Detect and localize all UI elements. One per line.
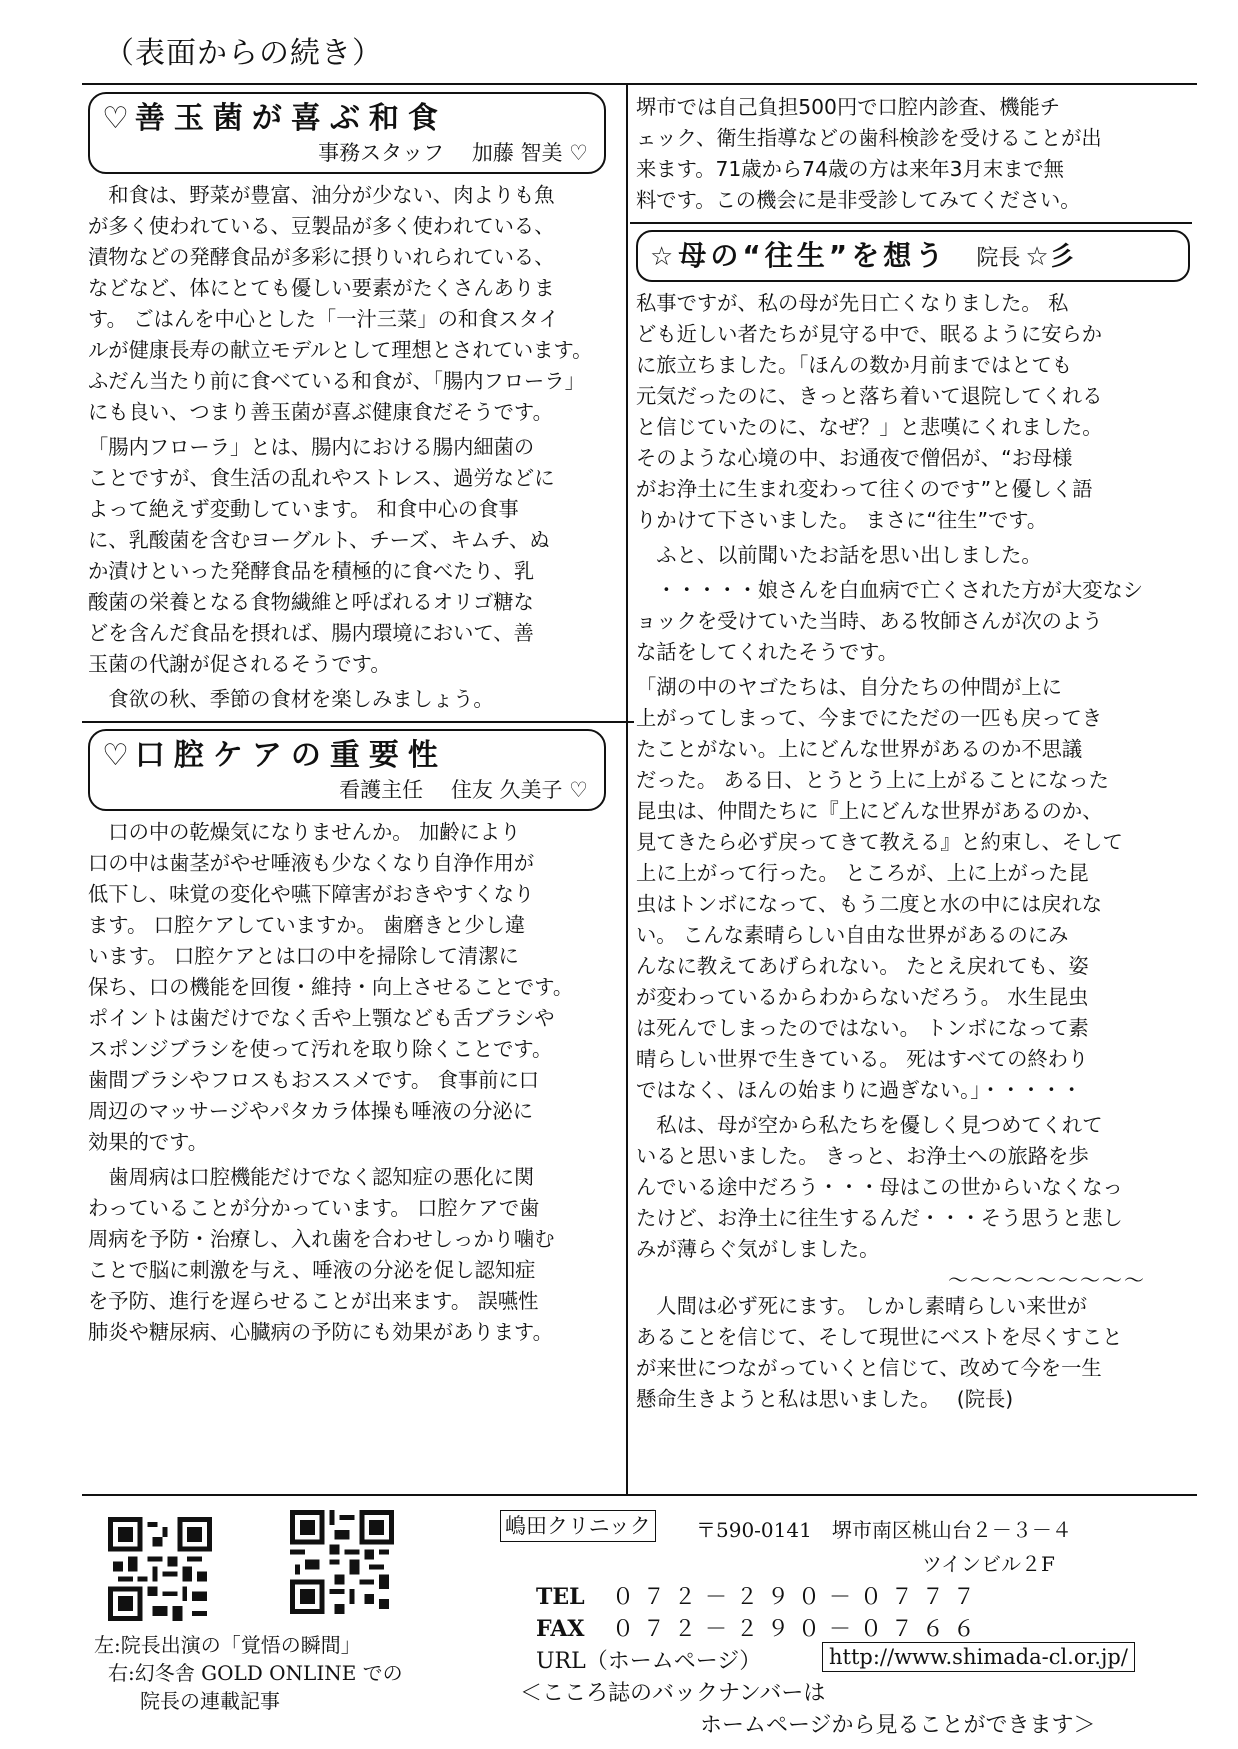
backnumber-note: ＜こころ誌のバックナンバーは bbox=[520, 1681, 826, 1706]
left-column bbox=[88, 92, 618, 1352]
fax-label: FAX bbox=[536, 1616, 585, 1642]
right-column bbox=[636, 92, 1176, 1419]
article-title-oral-care: ♡ 口腔ケアの重要性 bbox=[102, 738, 447, 773]
page-header: （表面からの続き） bbox=[104, 36, 383, 71]
tel-label: TEL bbox=[536, 1584, 585, 1610]
article-title-box-oral-care bbox=[88, 729, 606, 811]
paragraph: 私事ですが、私の母が先日亡くなりました。 私 ども近しい者たちが見守る中で、眠るように安らか に旅立ちました。「ほんの数か月前まではとても 元気だったのに、きっと落ち着いて退院してくれる と信じていたのに、なぜ？」と悲嘆にくれました。 そのような心境の中、お通夜で僧侶が、“お母様 がお浄土に生まれ変わって往くのです”と優しく語 りかけて下さいました。 まさに“往生”です。 bbox=[636, 291, 1103, 532]
closing-paragraph: 人間は必ず死にます。 しかし素晴らしい来世が あることを信じて、そして現世にベストを尽くすこと が来世につながっていくと信じて、改めて今を一生 懸命生きようと私は思いました。 (院長) bbox=[636, 1294, 1123, 1411]
backnumber-note-continued: ホームページから見ることができます＞ bbox=[700, 1713, 1096, 1738]
paragraph: ・・・・・娘さんを白血病で亡くされた方が大変なシ ョックを受けていた当時、ある牧師さんが次のよう な話をしてくれたそうです。 bbox=[636, 578, 1144, 664]
bottom-rule bbox=[82, 1494, 1197, 1496]
url-label: URL（ホームページ） bbox=[536, 1649, 762, 1674]
top-rule bbox=[82, 83, 1197, 85]
paragraph: 和食は、野菜が豊富、油分が少ない、肉よりも魚 が多く使われている、豆製品が多く使われている、 漬物などの発酵食品が多彩に摂りいれられている、 などなど、体にとても優しい要素がたくさんありま す。 ごはんを中心とした「一汁三菜」の和食スタイ ルが健康長寿の献立モデルとして理想とされています。 ふだん当たり前に食べている和食が、「腸内フローラ」 にも良い、つまり善玉菌が喜ぶ健康食だそうです。 bbox=[88, 183, 593, 424]
paragraph: 口の中の乾燥気になりませんか。 加齢により 口の中は歯茎がやせ唾液も少なくなり自浄作用が 低下し、味覚の変化や嚥下障害がおきやすくなり ます。 口腔ケアしていますか。 歯磨きと少し違 います。 口腔ケアとは口の中を掃除して清潔に 保ち、口の機能を回復・維持・向上させることです。 ポイントは歯だけでなく舌や上顎なども舌ブラシや スポンジブラシを使って汚れを取り除くことです。 歯間ブラシやフロスもおススメです。 食事前に口 周辺のマッサージやパタカラ体操も唾液の分泌に 効果的です。 bbox=[88, 820, 574, 1154]
paragraph: 「湖の中のヤゴたちは、自分たちの仲間が上に 上がってしまって、今までにただの一匹も戻ってき たことがない。上にどんな世界があるのか不思議 だった。 ある日、とうとう上に上がることになった 昆虫は、仲間たちに『上にどんな世界があるのか、 見てきたら必ず戻ってきて教える』と約束し、そして 上に上がって行った。 ところが、上に上がった昆 虫はトンボになって、もう二度と水の中には戻れな い。 こんな素晴らしい自由な世界があるのにみ んなに教えてあげられない。 たとえ戻れても、姿 が変わっているからわからないだろう。 水生昆虫 は死んでしまったのではない。 トンボになって素 晴らしい世界で生きている。 死はすべての終わり ではなく、ほんの始まりに過ぎない。」・・・・・ bbox=[636, 675, 1123, 1102]
article-author-oral-care: 看護主任 住友 久美子 ♡ bbox=[339, 778, 588, 802]
article-title-ojo: 母の“往生”を想う bbox=[678, 239, 948, 272]
section-divider bbox=[630, 222, 1192, 224]
column-divider bbox=[626, 85, 628, 1494]
wave-separator: ～～～～～～～～～ bbox=[948, 1268, 1146, 1292]
star-icon: ☆ bbox=[650, 242, 674, 272]
article-author-washoku: 事務スタッフ 加藤 智美 ♡ bbox=[318, 141, 588, 165]
clinic-name: 嶋田クリニック bbox=[500, 1510, 656, 1542]
star-icon: ☆彡 bbox=[1025, 242, 1075, 272]
qr-code-gold-online[interactable] bbox=[290, 1510, 394, 1614]
article-author-ojo: 院長 bbox=[976, 246, 1021, 271]
fax-line bbox=[536, 1612, 984, 1643]
qr-caption-left: 左:院長出演の「覚悟の瞬間」 bbox=[94, 1633, 361, 1657]
tel-line bbox=[536, 1580, 984, 1611]
paragraph: 食欲の秋、季節の食材を楽しみましょう。 bbox=[88, 687, 494, 711]
article-title-washoku: ♡ 善玉菌が喜ぶ和食 bbox=[102, 101, 447, 136]
clinic-building: ツインビル２F bbox=[922, 1552, 1055, 1576]
paragraph: 「腸内フローラ」とは、腸内における腸内細菌の ことですが、食生活の乱れやストレス、過労などに よって絶えず変動しています。 和食中心の食事 に、乳酸菌を含むヨーグルト、チーズ、キムチ、ぬ か漬けといった発酵食品を積極的に食べたり、乳 酸菌の栄養となる食物繊維と呼ばれるオリゴ糖な どを含んだ食品を摂れば、腸内環境において、善 玉菌の代謝が促されるそうです。 bbox=[88, 435, 555, 676]
heart-icon: ♡ bbox=[102, 738, 129, 773]
dental-checkup-notice: 堺市では自己負担500円で口腔内診査、機能チ ェック、衛生指導などの歯科検診を受けることが出 来ます。71歳から74歳の方は来年3月末まで無 料です。この機会に是非受診してみてください。 bbox=[636, 95, 1102, 212]
qr-code-icon bbox=[108, 1517, 212, 1621]
tel-number[interactable]: ０７２－２９０－０７７７ bbox=[612, 1585, 985, 1610]
fax-number: ０７２－２９０－０７６６ bbox=[612, 1617, 985, 1642]
homepage-link[interactable]: http://www.shimada-cl.or.jp/ bbox=[822, 1642, 1135, 1672]
qr-caption-right: 右:幻冬舎 GOLD ONLINE での bbox=[108, 1661, 403, 1685]
qr-code-kakugo[interactable] bbox=[108, 1517, 212, 1621]
paragraph: 私は、母が空から私たちを優しく見つめてくれて いると思いました。 きっと、お浄土への旅路を歩 んでいる途中だろう・・・母はこの世からいなくなっ たけど、お浄土に往生するんだ・・・そう思うと悲し みが薄らぐ気がしました。 bbox=[636, 1113, 1123, 1261]
section-divider bbox=[82, 721, 634, 723]
clinic-address: 〒590-0141 堺市南区桃山台２－３－４ bbox=[696, 1518, 1072, 1542]
qr-caption-right-continued: 院長の連載記事 bbox=[140, 1689, 280, 1713]
article-title-box-ojo bbox=[636, 230, 1190, 282]
paragraph: ふと、以前聞いたお話を思い出しました。 bbox=[636, 543, 1042, 567]
article-title-box-washoku bbox=[88, 92, 606, 174]
heart-icon: ♡ bbox=[102, 101, 129, 136]
qr-code-icon bbox=[290, 1510, 394, 1614]
paragraph: 歯周病は口腔機能だけでなく認知症の悪化に関 わっていることが分かっています。 口腔ケアで歯 周病を予防・治療し、入れ歯を合わせしっかり噛む ことで脳に刺激を与え、唾液の分泌を促し認知症 を予防、進行を遅らせることが出来ます。 誤嚥性 肺炎や糖尿病、心臓病の予防にも効果があります。 bbox=[88, 1165, 555, 1344]
